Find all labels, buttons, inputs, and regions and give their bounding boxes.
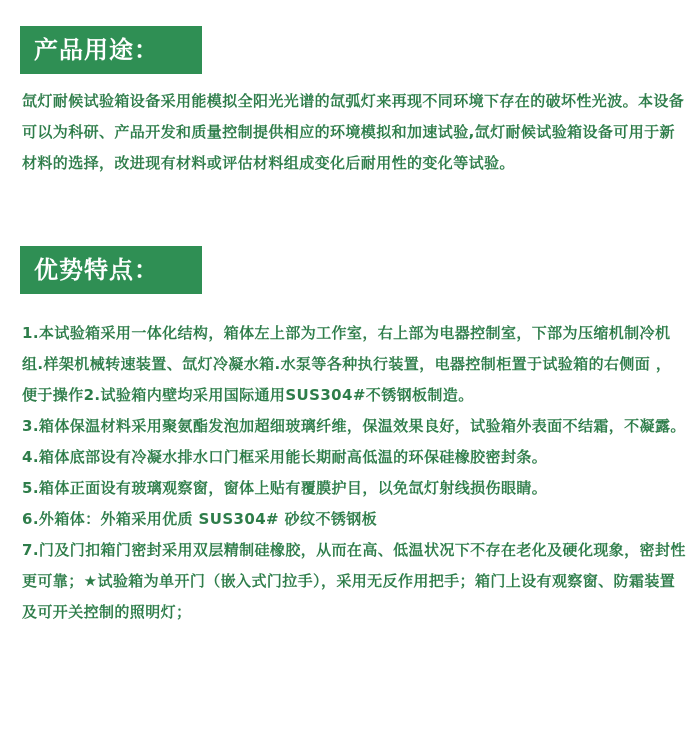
advantages-list [22,318,686,628]
advantage-item: 5.箱体正面设有玻璃观察窗，窗体上贴有覆膜护目，以免氙灯射线损伤眼睛。 [22,479,548,497]
usage-description: 氙灯耐候试验箱设备采用能模拟全阳光光谱的氙弧灯来再现不同环境下存在的破坏性光波。本设备可以为科研、产品开发和质量控制提供相应的环境模拟和加速试验,氙灯耐候试验箱设备可用于新材料的选择，改进现有材料或评估材料组成变化后耐用性的变化等试验。 [22,92,685,172]
advantage-item: 7.门及门扣箱门密封采用双层精制硅橡胶，从而在高、低温状况下不存在老化及硬化现象，密封性更可靠；★试验箱为单开门（嵌入式门拉手），采用无反作用把手；箱门上设有观察窗、防霜装置及可开关控制的照明灯； [22,541,686,621]
advantages-section-title: 优势特点： [20,246,202,294]
advantage-item: 6.外箱体：外箱采用优质 SUS304# 砂纹不锈钢板 [22,510,378,528]
advantage-item: 3.箱体保温材料采用聚氨酯发泡加超细玻璃纤维，保温效果良好，试验箱外表面不结霜，不凝露。 [22,417,686,435]
advantage-item: 1.本试验箱采用一体化结构，箱体左上部为工作室，右上部为电器控制室，下部为压缩机制冷机组.样架机械转速装置、氙灯冷凝水箱.水泵等各种执行装置，电器控制柜置于试验箱的右侧面 ，便于操作2.试验箱内壁均采用国际通用SUS304#不锈钢板制造。 [22,324,672,404]
usage-section-title: 产品用途： [20,26,202,74]
advantage-item: 4.箱体底部设有冷凝水排水口门框采用能长期耐高低温的环保硅橡胶密封条。 [22,448,548,466]
